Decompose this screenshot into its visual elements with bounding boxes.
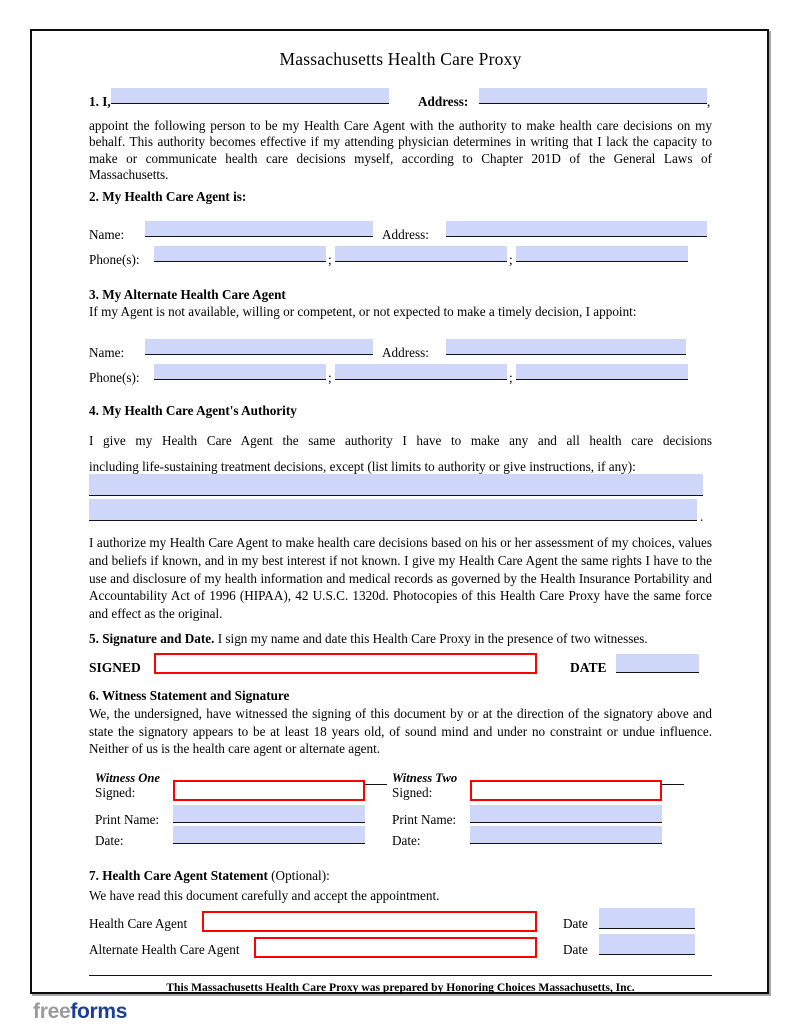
section3-phone2-input[interactable] [335,364,507,380]
section6-heading: 6. Witness Statement and Signature [89,688,290,703]
section3-heading: 3. My Alternate Health Care Agent [89,287,286,302]
section4-limits-trailing-period: . [700,509,704,524]
section4-limits-line1-wrap [89,474,712,496]
section2-heading-wrap [89,189,712,206]
section2-address-input[interactable] [446,221,707,237]
witness-two-signature-input[interactable] [470,780,662,801]
section7-agent-date-label: Date [563,916,588,931]
section7-heading-wrap [89,868,712,884]
section2-name-row [89,223,712,243]
section3-name-label: Name: [89,345,125,360]
document-page [30,29,769,994]
section6-body-wrap [89,705,712,758]
section7-agent-label: Health Care Agent [89,916,188,931]
section3-name-row [89,341,712,361]
freeforms-logo-forms: forms [70,1000,128,1023]
section4-hipaa-wrap [89,534,712,623]
freeforms-logo[interactable] [33,1000,127,1024]
section7-alternate-label: Alternate Health Care Agent [89,942,240,957]
section7-agent-date-input[interactable] [599,908,695,929]
section4-authority-line1: I give my Health Care Agent the same authority I have to make any and all health care decisions [89,433,712,448]
section5-signed-label: SIGNED [89,660,141,675]
section2-phones-row [89,248,712,268]
section3-phone-separator-1: ; [328,370,332,385]
witness-two-title: Witness Two [392,771,458,785]
section4-authority-line1-wrap [89,428,712,454]
section1-identity-row [89,90,712,110]
section3-phone-separator-2: ; [509,370,513,385]
section3-address-label: Address: [382,345,429,360]
section5-signature-input[interactable] [154,653,537,674]
section7-heading-rest: (Optional): [267,868,330,883]
section3-body-wrap [89,304,712,320]
section2-name-input[interactable] [145,221,373,237]
section1-body-wrap [89,118,712,183]
section2-phone3-input[interactable] [516,246,688,262]
section2-name-label: Name: [89,227,125,242]
section2-phone2-input[interactable] [335,246,507,262]
section5-heading-bold: 5. Signature and Date. [89,631,215,646]
section7-body: We have read this document carefully and accept the appointment. [89,888,440,903]
witness-one-date-label: Date: [95,833,124,848]
section5-signature-row [89,653,712,679]
section7-alternate-date-label: Date [563,942,588,957]
section3-phone1-input[interactable] [154,364,326,380]
page-content [89,31,712,992]
section1-address-input[interactable] [479,88,707,104]
section7-heading [89,868,712,884]
section2-address-label: Address: [382,227,429,242]
section5-date-input[interactable] [616,654,699,673]
section1-number-label: 1. I, [89,94,111,109]
section3-address-input[interactable] [446,339,686,355]
section1-trailing-comma: , [707,94,711,109]
section4-limits-input-1[interactable] [89,474,703,496]
witness-one-print-name-label: Print Name: [95,812,160,827]
section7-alternate-signature-input[interactable] [254,937,537,958]
witness-two-signed-label: Signed: [392,785,433,800]
freeforms-logo-free: free [33,1000,71,1023]
section3-name-input[interactable] [145,339,373,355]
witness-two-print-name-label: Print Name: [392,812,457,827]
section2-phone-separator-2: ; [509,252,513,267]
section1-body: appoint the following person to be my Health Care Agent with the authority to make health care decisions on my behalf. This authority becomes effective if my attending physician determines in writing that I lack the capacity to make or communicate health care decisions myself, according to Chapter 201D of the General Laws of Massachusetts. [89,118,712,182]
witness-one-signed-label: Signed: [95,785,136,800]
witness-one-print-name-input[interactable] [173,805,365,823]
section4-authority-line2: including life-sustaining treatment decisions, except (list limits to authority or give instructions, if any): [89,459,636,474]
section7-agent-signature-input[interactable] [202,911,537,932]
section2-phone-separator-1: ; [328,252,332,267]
section5-date-label: DATE [570,660,607,675]
section2-phone1-input[interactable] [154,246,326,262]
witness-one-date-input[interactable] [173,826,365,844]
section2-phones-label: Phone(s): [89,252,140,267]
footer-divider [89,975,712,976]
witness-two-print-name-input[interactable] [470,805,662,823]
section7-alternate-row [89,937,712,961]
section5-heading-wrap [89,631,712,647]
footer-note: This Massachusetts Health Care Proxy was prepared by Honoring Choices Massachusetts, Inc. [166,981,635,994]
section4-limits-input-2[interactable] [89,499,697,521]
witness-two-block [392,771,684,847]
section3-heading-wrap [89,287,712,304]
section4-heading: 4. My Health Care Agent's Authority [89,403,297,418]
section4-heading-wrap [89,403,712,420]
witness-one-block [95,771,387,847]
witness-two-date-label: Date: [392,833,421,848]
section2-heading: 2. My Health Care Agent is: [89,189,247,204]
section7-alternate-date-input[interactable] [599,934,695,955]
section7-heading-bold: 7. Health Care Agent Statement [89,868,268,883]
section6-body: We, the undersigned, have witnessed the signing of this document by or at the direction of the signatory above and state the signatory appears to be at least 18 years old, of sound mind and under no constraint or undue influence. Neither of us is the health care agent or alternate agent. [89,706,712,757]
section7-body-wrap [89,888,712,904]
section6-heading-wrap [89,688,712,705]
witness-two-date-input[interactable] [470,826,662,844]
section3-phones-label: Phone(s): [89,370,140,385]
section3-phones-row [89,366,712,386]
section3-body: If my Agent is not available, willing or competent, or not expected to make a timely decision, I appoint: [89,304,637,319]
section1-address-label: Address: [418,94,469,109]
witness-one-signature-input[interactable] [173,780,365,801]
section5-heading [89,631,712,647]
page-title-wrap [89,49,712,70]
section3-phone3-input[interactable] [516,364,688,380]
section4-hipaa-body: I authorize my Health Care Agent to make health care decisions based on his or her assessment of my choices, values and beliefs if known, and in my best interest if not known. I give my Health Care Agent the same rights I have to the use and disclosure of my health information and medical records as governed by the Health Insurance Portability and Accountability Act of 1996 (HIPAA), 42 U.S.C. 1320d. Photocopies of this Health Care Proxy have the same force and effect as the original. [89,535,712,622]
witness-one-title: Witness One [95,771,160,785]
page-title: Massachusetts Health Care Proxy [279,49,522,69]
section1-name-input[interactable] [111,88,389,104]
section4-limits-line2-wrap [89,499,712,524]
section5-heading-rest: I sign my name and date this Health Care Proxy in the presence of two witnesses. [214,631,648,646]
section7-agent-row [89,911,712,935]
